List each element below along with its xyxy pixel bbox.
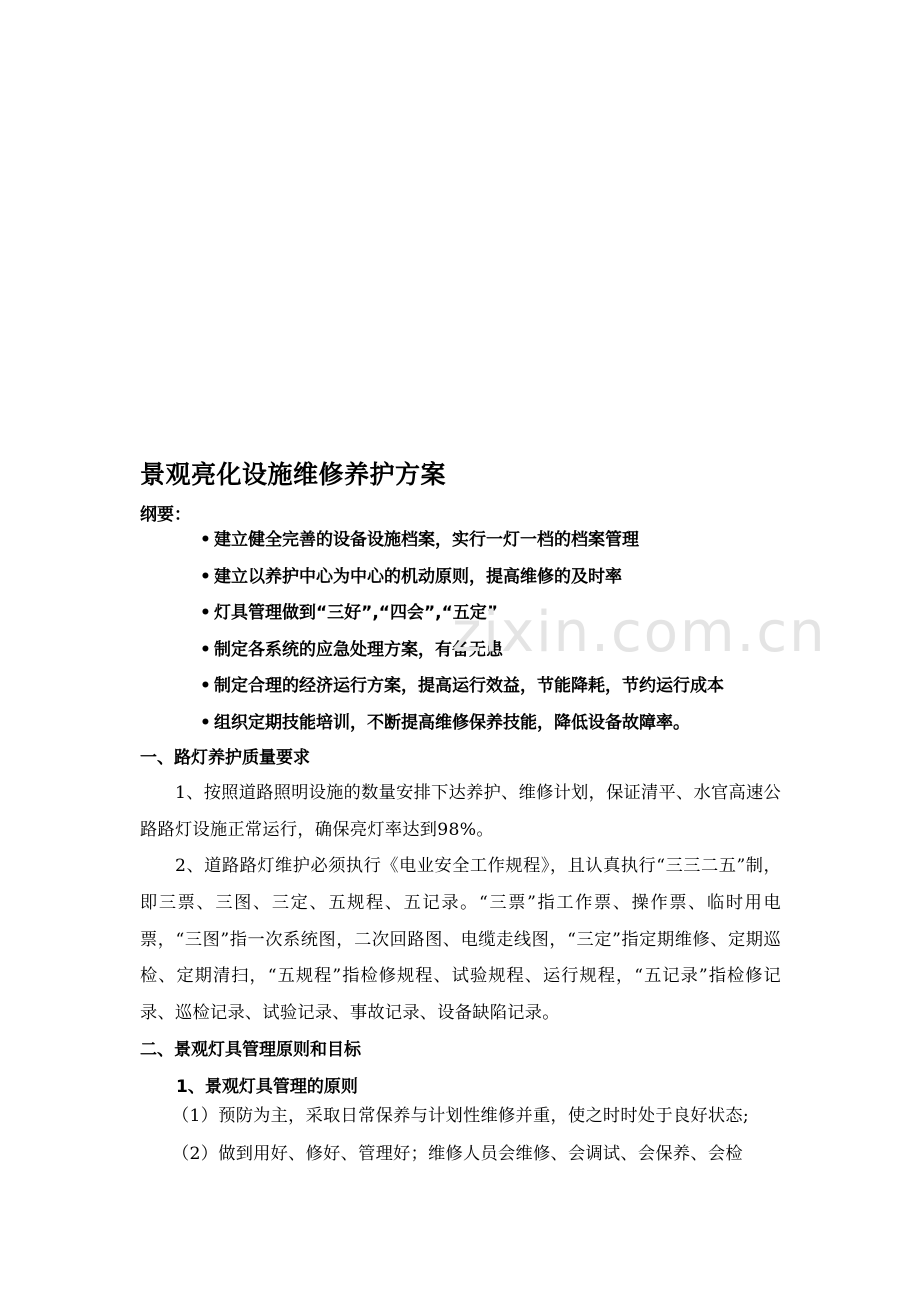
bullet-dot-icon: • (200, 530, 211, 550)
bullet-dot-icon: • (200, 712, 211, 733)
section-heading-road-lighting: 一、路灯养护质量要求 (140, 748, 310, 768)
outline-label: 纲要： (140, 505, 191, 525)
outline-bullet-item (200, 668, 724, 705)
outline-bullet-item (200, 595, 724, 632)
document-title: 景观亮化设施维修养护方案 (140, 460, 447, 489)
bullet-text: 制定各系统的应急处理方案，有备无患 (214, 639, 503, 660)
paragraph-safety-rules: 2、道路路灯维护必须执行《电业安全工作规程》，且认真执行“三三二五”制，即三票、三图、三定、五规程、五记录。“三票”指工作票、操作票、临时用电票，“三图”指一次系统图，二次回路图、电缆走线图，“三定”指定期维修、定期巡检、定期清扫，“五规程”指检修规程、试验规程、运行规程，“五记录”指检修记录、巡检记录、试验记录、事故记录、设备缺陷记录。 (140, 856, 781, 1024)
outline-bullet-item (200, 522, 724, 559)
bullet-text: 灯具管理做到“三好”,“四会”,“五定” (214, 603, 498, 623)
bullet-dot-icon: • (200, 566, 211, 587)
bullet-dot-icon: • (200, 639, 211, 660)
paragraph-maintenance-plan: 1、按照道路照明设施的数量安排下达养护、维修计划，保证清平、水官高速公路路灯设施正常运行，确保亮灯率达到98%。 (140, 783, 781, 840)
bullet-text: 制定合理的经济运行方案，提高运行效益，节能降耗，节约运行成本 (214, 676, 724, 696)
principle-item: （1）预防为主，采取日常保养与计划性维修并重，使之时时处于良好状态; (172, 1106, 749, 1126)
principle-item: （2）做到用好、修好、管理好；维修人员会维修、会调试、会保养、会检 (172, 1144, 743, 1164)
outline-bullet-item (200, 632, 724, 669)
bullet-dot-icon: • (200, 676, 211, 696)
bullet-text: 建立以养护中心为中心的机动原则，提高维修的及时率 (214, 566, 622, 587)
watermark: zixin.com.cn (452, 600, 827, 665)
outline-bullet-item (200, 559, 724, 596)
bullet-dot-icon: • (200, 603, 211, 623)
section-heading-landscape-lamps: 二、景观灯具管理原则和目标 (140, 1040, 361, 1060)
outline-bullet-item (200, 705, 724, 742)
bullet-text: 组织定期技能培训，不断提高维修保养技能，降低设备故障率。 (214, 712, 690, 733)
subsection-heading-principles: 1、景观灯具管理的原则 (176, 1077, 358, 1097)
bullet-text: 建立健全完善的设备设施档案，实行一灯一档的档案管理 (214, 530, 639, 550)
outline-bullet-list (200, 522, 724, 741)
